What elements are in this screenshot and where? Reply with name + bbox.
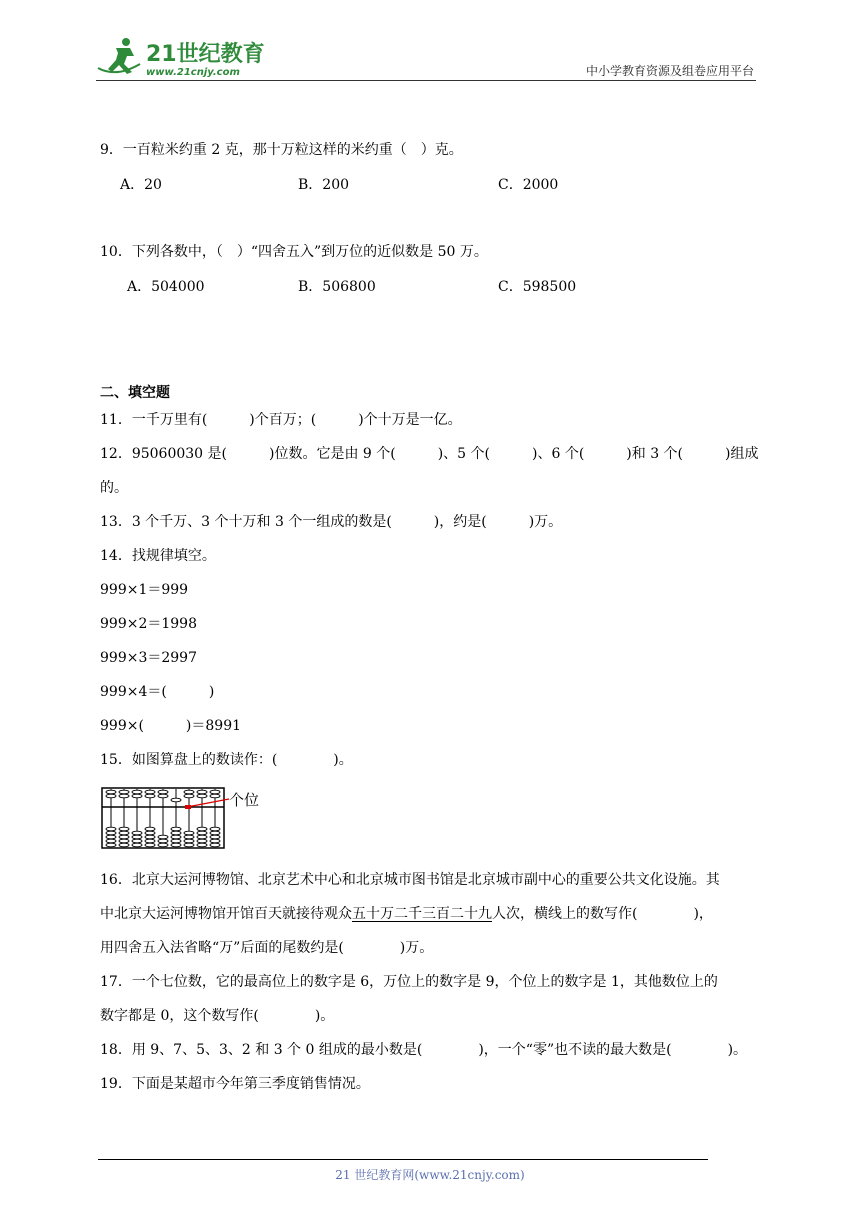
question-12-cont: 的。 (100, 480, 128, 496)
question-9: 9．一百粒米约重 2 克，那十万粒这样的米约重（ ）克。 (100, 142, 463, 158)
q10-option-a: A．504000 (127, 279, 205, 295)
abacus-label: 个位 (229, 791, 260, 809)
footer-divider (98, 1159, 708, 1160)
q9-option-b: B．200 (298, 177, 350, 193)
pattern-line: 999×1＝999 (100, 582, 189, 598)
question-17-cont: 数字都是 0，这个数写作( )。 (100, 1008, 335, 1024)
question-16-cont (100, 904, 713, 924)
header-divider (96, 80, 756, 81)
q10-option-b: B．506800 (298, 279, 376, 295)
pattern-line: 999×4＝( ) (100, 684, 215, 700)
q16-underlined-number: 五十万二千三百二十九 (352, 906, 492, 922)
logo-url: www.21cnjy.com (146, 67, 240, 78)
platform-name: 中小学教育资源及组卷应用平台 (585, 64, 754, 78)
pattern-line: 999×( )＝8991 (100, 718, 242, 734)
logo-text: 21世纪教育 (146, 42, 265, 67)
question-13: 13．3 个千万、3 个十万和 3 个一组成的数是( )，约是( )万。 (100, 514, 563, 530)
q9-option-c: C．2000 (498, 177, 559, 193)
q16-post: 人次，横线上的数写作( )， (492, 906, 713, 922)
question-16-end: 用四舍五入法省略“万”后面的尾数约是( )万。 (100, 940, 434, 956)
abacus-figure (101, 787, 271, 855)
question-10: 10．下列各数中，（ ）“四舍五入”到万位的近似数是 50 万。 (100, 244, 488, 260)
question-12: 12．95060030 是( )位数。它是由 9 个( )、5 个( )、6 个( )和 3 个( )组成 (100, 446, 759, 462)
question-11: 11．一千万里有( )个百万；( )个十万是一亿。 (100, 412, 462, 428)
question-15: 15．如图算盘上的数读作：( )。 (100, 752, 353, 768)
q9-option-a: A．20 (120, 177, 162, 193)
pattern-line: 999×2＝1998 (100, 616, 197, 632)
question-19: 19．下面是某超市今年第三季度销售情况。 (100, 1076, 370, 1092)
pattern-line: 999×3＝2997 (100, 650, 197, 666)
q16-pre: 中北京大运河博物馆开馆百天就接待观众 (100, 906, 352, 922)
question-18: 18．用 9、7、5、3、2 和 3 个 0 组成的最小数是( )，一个“零”也不读的最大数是( )。 (100, 1042, 748, 1058)
site-logo (96, 34, 266, 82)
section-heading: 二、填空题 (100, 385, 170, 401)
question-16: 16．北京大运河博物馆、北京艺术中心和北京城市图书馆是北京城市副中心的重要公共文化设施。其 (100, 872, 720, 888)
question-14: 14．找规律填空。 (100, 548, 216, 564)
q10-option-c: C．598500 (498, 279, 577, 295)
footer-text: 21 世纪教育网(www.21cnjy.com) (335, 1168, 525, 1182)
question-17: 17．一个七位数，它的最高位上的数字是 6，万位上的数字是 9，个位上的数字是 1，其他数位上的 (100, 974, 718, 990)
